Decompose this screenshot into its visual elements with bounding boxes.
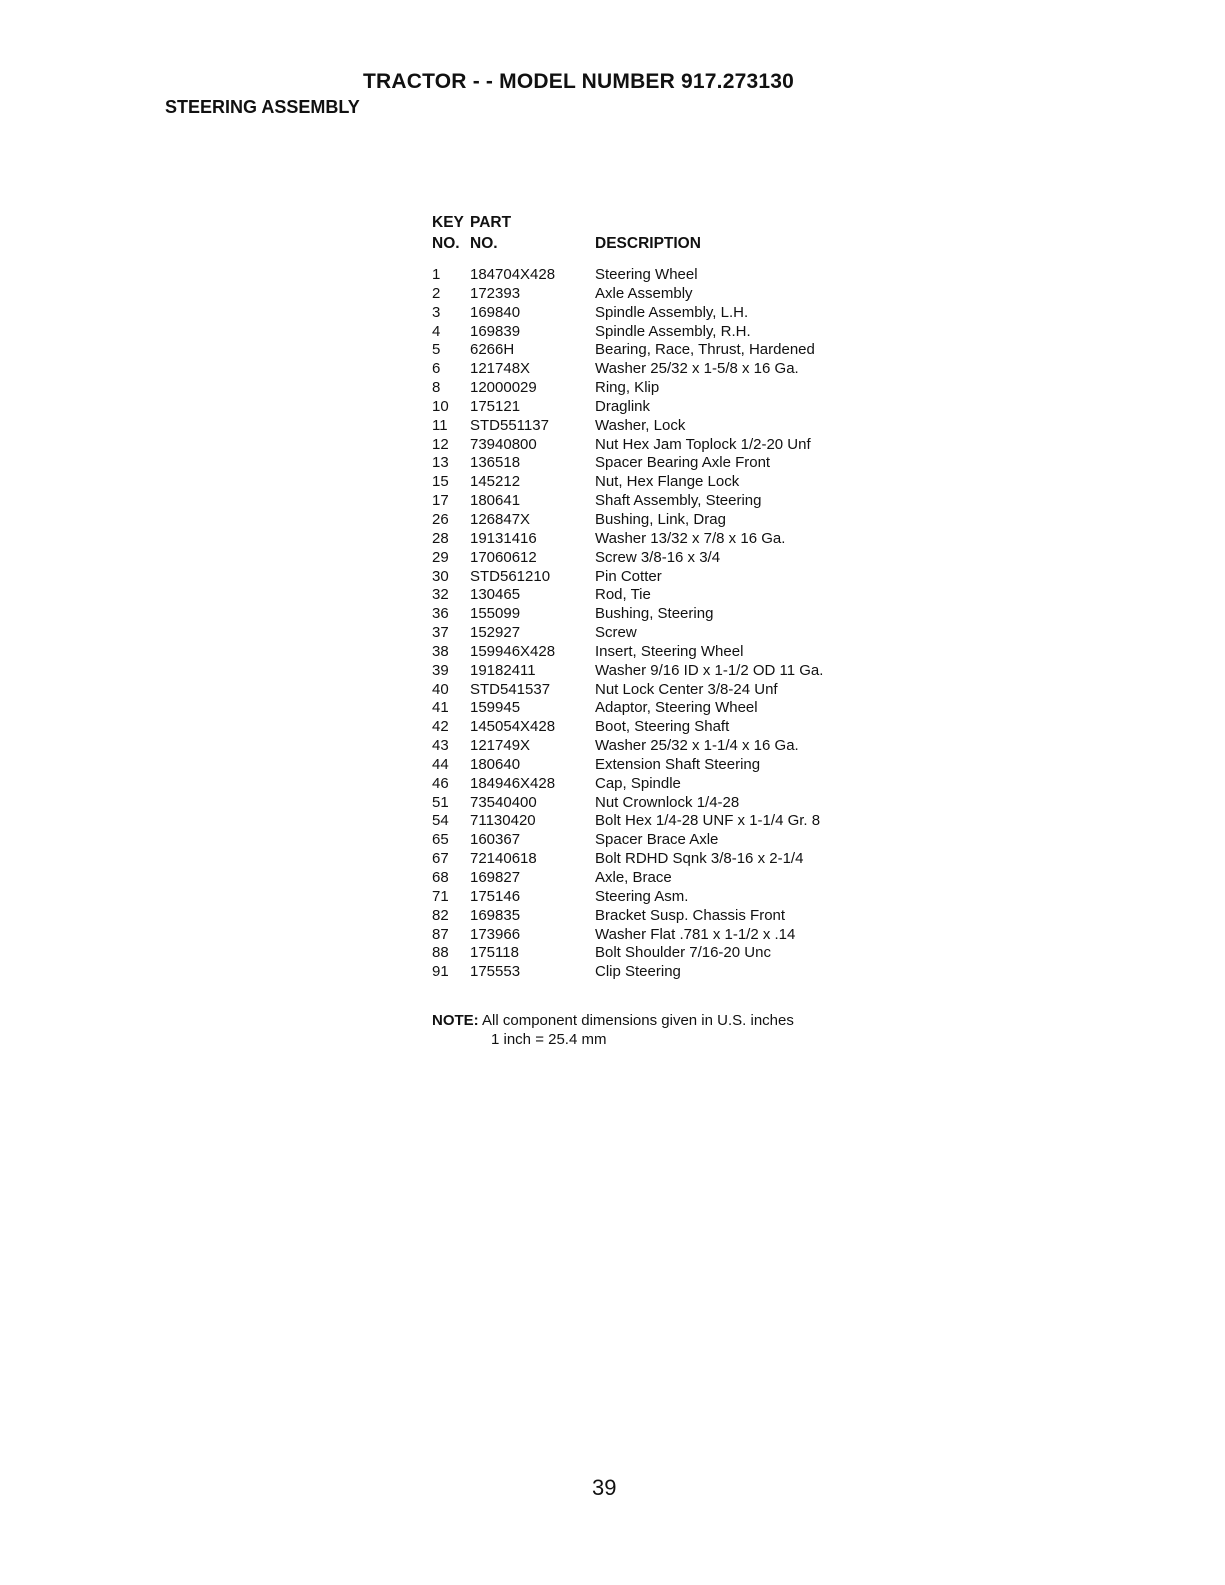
description: Boot, Steering Shaft [595,718,730,736]
part-no: 169839 [470,322,521,340]
description: Steering Asm. [595,887,689,905]
key-no: 26 [432,510,449,528]
key-no: 2 [432,284,441,302]
part-no: 121748X [470,360,531,378]
part-no: 184946X428 [470,774,556,792]
part-no: 145054X428 [470,718,556,736]
description: Nut Crownlock 1/4-28 [595,793,740,811]
key-no: 37 [432,624,449,642]
part-no: 173966 [470,925,521,943]
part-no: 159946X428 [470,642,556,660]
key-no: 54 [432,812,449,830]
part-no: 169827 [470,869,521,886]
part-no: 73940800 [470,435,537,453]
part-no: 6266H [470,341,515,359]
description: Washer 13/32 x 7/8 x 16 Ga. [595,529,786,547]
key-no: 8 [432,379,441,397]
key-no: 68 [432,869,449,886]
description: Steering Wheel [595,266,698,283]
description: Clip Steering [595,963,681,981]
part-no: 175121 [470,397,521,415]
key-no: 15 [432,473,449,491]
description: Bolt RDHD Sqnk 3/8-16 x 2-1/4 [595,850,804,868]
part-no: 17060612 [470,548,537,566]
part-no: 19182411 [470,661,536,679]
part-no: 160367 [470,831,521,849]
part-no: STD551137 [470,416,549,434]
key-no: 3 [432,303,441,321]
note-line-2: 1 inch = 25.4 mm [491,1031,607,1048]
description: Pin Cotter [595,567,662,585]
description: Washer, Lock [595,416,686,434]
part-no: 12000029 [470,379,537,397]
description: Screw 3/8-16 x 3/4 [595,548,721,566]
part-no: 175146 [470,887,521,905]
part-no: 73540400 [470,793,537,811]
key-no: 36 [432,605,449,623]
key-no: 30 [432,567,449,585]
part-no: 184704X428 [470,266,556,283]
part-no: 152927 [470,624,521,642]
key-no: 10 [432,397,449,415]
key-no: 82 [432,906,449,924]
description: Bearing, Race, Thrust, Hardened [595,341,815,359]
description: Bolt Shoulder 7/16-20 Unc [595,944,771,962]
part-no: 19131416 [470,529,537,547]
part-no: 175118 [470,944,519,962]
description: Ring, Klip [595,379,660,397]
page-number: 39 [592,1475,617,1500]
description: Axle, Brace [595,869,672,886]
description: Spindle Assembly, L.H. [595,303,749,321]
key-no: 71 [432,887,449,905]
description: Axle Assembly [595,284,693,302]
description: Spacer Brace Axle [595,831,719,849]
key-no: 28 [432,529,449,547]
key-no: 39 [432,661,449,679]
key-no: 88 [432,944,449,962]
key-no-header: NO. [432,235,460,252]
part-no: STD561210 [470,567,551,585]
description: Bushing, Link, Drag [595,510,726,528]
key-no: 67 [432,850,449,868]
part-no: 180640 [470,755,521,773]
part-no: 180641 [470,492,521,510]
description: Washer Flat .781 x 1-1/2 x .14 [595,925,796,943]
key-no: 42 [432,718,449,736]
key-no: 46 [432,774,449,792]
key-no: 17 [432,492,449,510]
description: Washer 25/32 x 1-1/4 x 16 Ga. [595,737,799,755]
description: Insert, Steering Wheel [595,642,744,660]
description: Bracket Susp. Chassis Front [595,906,786,924]
part-no: 155099 [470,605,521,623]
description: Adaptor, Steering Wheel [595,699,758,717]
part-no: 169840 [470,303,521,321]
key-no: 91 [432,963,449,981]
part-no: 71130420 [470,812,536,830]
note-text: All component dimensions given in U.S. inches [482,1012,794,1029]
part-no: 175553 [470,963,521,981]
description: Extension Shaft Steering [595,755,761,773]
part-no: 159945 [470,699,521,717]
note-line-1 [432,1011,794,1030]
key-no: 43 [432,737,449,755]
description: Nut Hex Jam Toplock 1/2-20 Unf [595,435,811,453]
key-no: 12 [432,435,449,453]
part-no: 172393 [470,284,521,302]
part-no: 130465 [470,586,521,604]
key-no: 51 [432,793,449,811]
part-no: 121749X [470,737,531,755]
part-no: STD541537 [470,680,551,698]
description-header: DESCRIPTION [595,235,701,252]
part-no-header: NO. [470,235,498,252]
part-no: 126847X [470,510,531,528]
key-no: 4 [432,322,441,340]
section-title: STEERING ASSEMBLY [165,97,360,117]
description: Screw [595,624,637,642]
description: Bushing, Steering [595,605,714,623]
key-header: KEY [432,214,464,231]
note [432,1011,794,1049]
key-no: 11 [432,416,448,434]
key-no: 41 [432,699,449,717]
description: Shaft Assembly, Steering [595,492,762,510]
part-no: 72140618 [470,850,537,868]
key-no: 13 [432,454,449,472]
description: Cap, Spindle [595,774,681,792]
description: Spacer Bearing Axle Front [595,454,771,472]
key-no: 40 [432,680,449,698]
description: Rod, Tie [595,586,651,604]
part-no: 136518 [470,454,521,472]
description: Washer 9/16 ID x 1-1/2 OD 11 Ga. [595,661,824,679]
description: Washer 25/32 x 1-5/8 x 16 Ga. [595,360,799,378]
key-no: 87 [432,925,449,943]
key-no: 29 [432,548,449,566]
key-no: 5 [432,341,441,359]
description: Spindle Assembly, R.H. [595,322,751,340]
page-title: TRACTOR - - MODEL NUMBER 917.273130 [363,70,794,93]
description: Draglink [595,397,651,415]
note-label: NOTE: [432,1012,479,1029]
key-no: 38 [432,642,449,660]
key-no: 1 [432,266,441,283]
description: Nut, Hex Flange Lock [595,473,740,491]
part-no: 145212 [470,473,521,491]
key-no: 6 [432,360,441,378]
part-no: 169835 [470,906,521,924]
description: Bolt Hex 1/4-28 UNF x 1-1/4 Gr. 8 [595,812,821,830]
key-no: 44 [432,755,449,773]
key-no: 32 [432,586,449,604]
part-header: PART [470,214,512,231]
description: Nut Lock Center 3/8-24 Unf [595,680,778,698]
key-no: 65 [432,831,449,849]
